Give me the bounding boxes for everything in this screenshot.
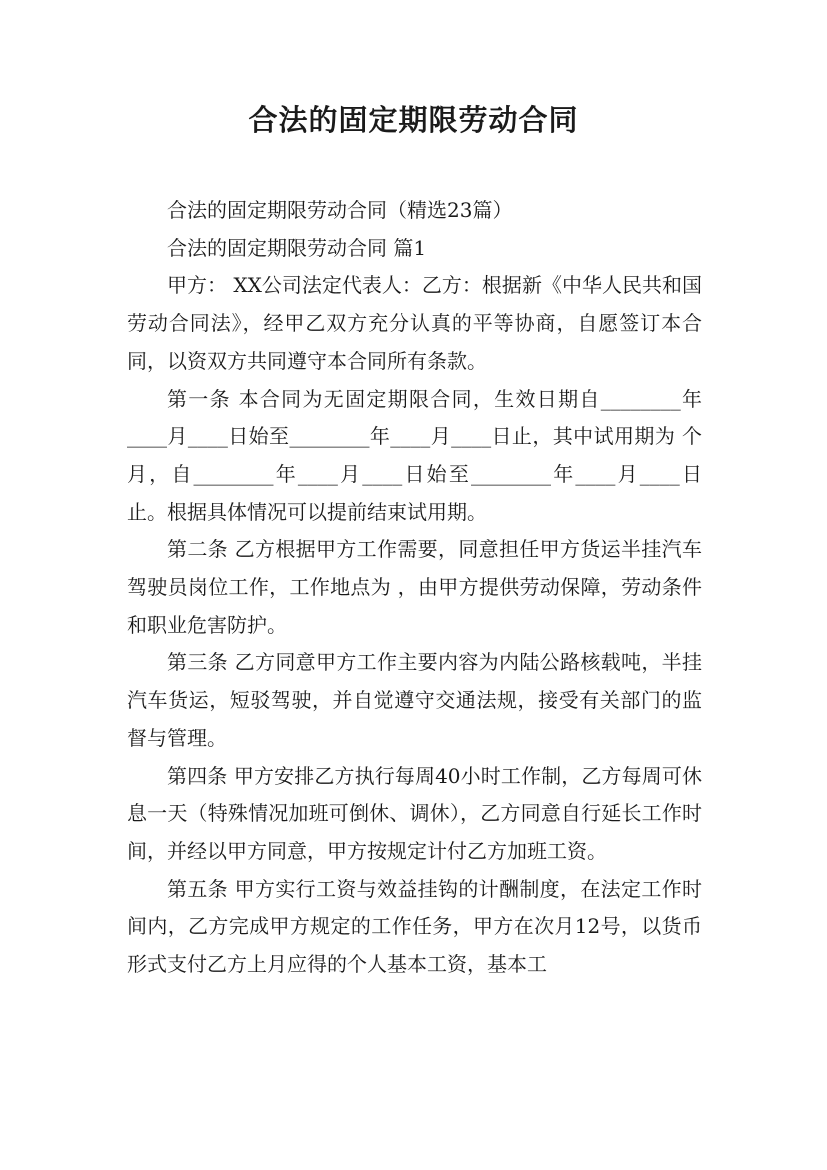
- paragraph-article-1: 第一条 本合同为无固定期限合同，生效日期自________年____月____日始至________年____月____日止，其中试用期为 个月，自________年____月____日始至________年____月____日止。根据具体情况可以提前结束试用期。: [127, 386, 702, 524]
- paragraph-section-heading: 合法的固定期限劳动合同 篇1: [167, 235, 427, 260]
- paragraph-article-3: 第三条 乙方同意甲方工作主要内容为内陆公路核载吨，半挂汽车货运，短驳驾驶，并自觉遵守交通法规，接受有关部门的监督与管理。: [127, 650, 702, 750]
- paragraph-article-4: 第四条 甲方安排乙方执行每周40小时工作制，乙方每周可休息一天（特殊情况加班可倒休、调休），乙方同意自行延长工作时间，并经以甲方同意，甲方按规定计付乙方加班工资。: [127, 763, 702, 863]
- paragraph-subtitle: 合法的固定期限劳动合同（精选23篇）: [167, 198, 513, 222]
- paragraph-parties: 甲方： XX公司法定代表人：乙方：根据新《中华人民共和国劳动合同法》，经甲乙双方充分认真的平等协商，自愿签订本合同，以资双方共同遵守本合同所有条款。: [127, 273, 702, 373]
- document-body: [127, 192, 702, 984]
- document-title: 合法的固定期限劳动合同: [248, 103, 579, 137]
- paragraph-article-2: 第二条 乙方根据甲方工作需要，同意担任甲方货运半挂汽车驾驶员岗位工作，工作地点为 ，由甲方提供劳动保障，劳动条件和职业危害防护。: [127, 537, 702, 637]
- paragraph-article-5: 第五条 甲方实行工资与效益挂钩的计酬制度，在法定工作时间内，乙方完成甲方规定的工作任务，甲方在次月12号，以货币形式支付乙方上月应得的个人基本工资，基本工: [127, 876, 702, 977]
